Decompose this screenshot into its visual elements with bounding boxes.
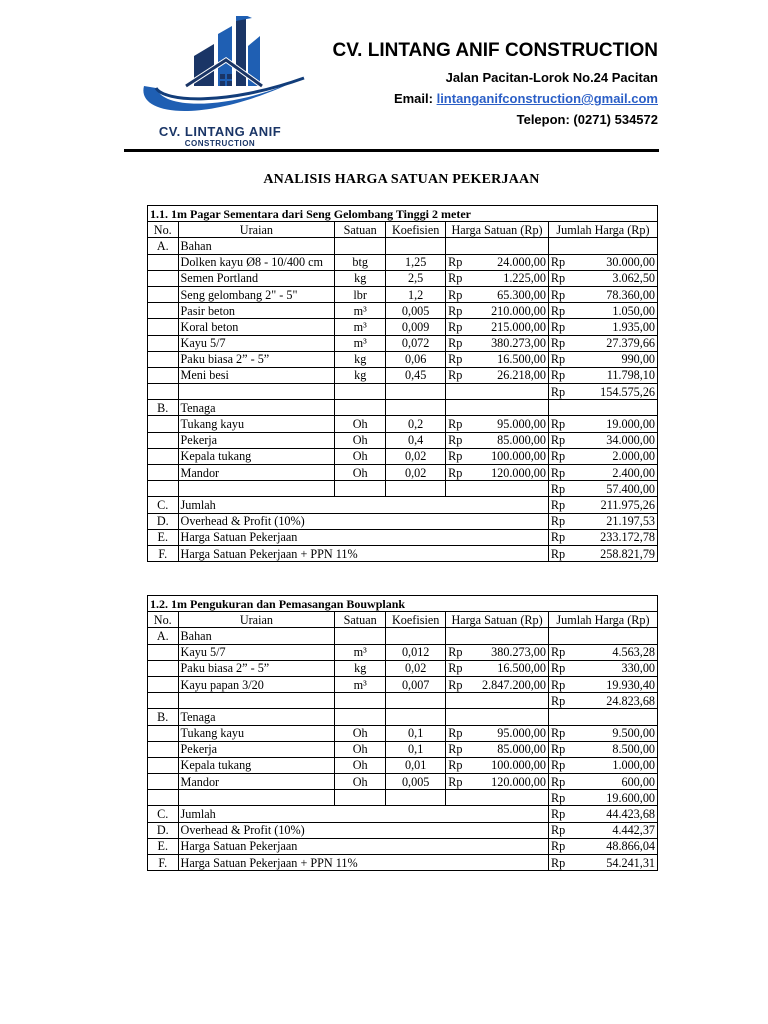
company-email [333, 91, 658, 106]
table-row [148, 335, 658, 351]
summary-label: Harga Satuan Pekerjaan + PPN 11% [178, 545, 548, 561]
currency-label: Rp [548, 448, 574, 464]
currency-label: Rp [548, 822, 574, 838]
item-koefisien: 0,009 [386, 319, 446, 335]
currency-label: Rp [548, 725, 574, 741]
currency-label: Rp [446, 660, 466, 676]
item-jumlah: 11.798,10 [575, 367, 658, 383]
table-row [148, 448, 658, 464]
item-satuan: lbr [335, 286, 386, 302]
item-koefisien: 0,1 [386, 725, 446, 741]
item-uraian: Pasir beton [178, 303, 335, 319]
item-harga: 65.300,00 [466, 286, 548, 302]
table-row [148, 465, 658, 481]
item-satuan: Oh [335, 448, 386, 464]
item-jumlah: 27.379,66 [575, 335, 658, 351]
item-jumlah: 78.360,00 [575, 286, 658, 302]
currency-label: Rp [548, 529, 574, 545]
currency-label: Rp [548, 319, 574, 335]
item-satuan: m³ [335, 644, 386, 660]
logo-text [150, 124, 290, 148]
item-uraian: Paku biasa 2” - 5” [178, 660, 335, 676]
item-satuan: m³ [335, 335, 386, 351]
col-satuan: Satuan [335, 612, 386, 628]
summary-row [148, 545, 658, 561]
item-koefisien: 2,5 [386, 270, 446, 286]
bahan-total: 24.823,68 [575, 693, 658, 709]
summary-value: 258.821,79 [575, 545, 658, 561]
item-uraian: Seng gelombang 2" - 5" [178, 286, 335, 302]
col-uraian: Uraian [178, 222, 335, 238]
item-harga: 2.847.200,00 [466, 676, 548, 692]
item-jumlah: 4.563,28 [575, 644, 658, 660]
currency-label: Rp [548, 335, 574, 351]
item-satuan: kg [335, 367, 386, 383]
item-harga: 120.000,00 [466, 774, 548, 790]
item-jumlah: 34.000,00 [575, 432, 658, 448]
currency-label: Rp [548, 254, 574, 270]
item-koefisien: 0,4 [386, 432, 446, 448]
item-jumlah: 1.000,00 [575, 757, 658, 773]
item-harga: 380.273,00 [466, 335, 548, 351]
table-row [148, 254, 658, 270]
summary-no: F. [148, 855, 179, 871]
subtotal-row: Rp 19.600,00 [148, 790, 658, 806]
table-row [148, 676, 658, 692]
item-uraian: Kepala tukang [178, 448, 335, 464]
item-jumlah: 990,00 [575, 351, 658, 367]
currency-label: Rp [548, 270, 574, 286]
summary-no: C. [148, 806, 179, 822]
item-koefisien: 1,2 [386, 286, 446, 302]
item-satuan: Oh [335, 416, 386, 432]
item-koefisien: 0,012 [386, 644, 446, 660]
currency-label: Rp [548, 644, 574, 660]
currency-label: Rp [446, 335, 466, 351]
item-jumlah: 1.050,00 [575, 303, 658, 319]
company-address: Jalan Pacitan-Lorok No.24 Pacitan [445, 70, 658, 85]
group-label: Tenaga [178, 400, 335, 416]
summary-no: D. [148, 513, 179, 529]
summary-label: Harga Satuan Pekerjaan [178, 838, 548, 854]
item-uraian: Dolken kayu Ø8 - 10/400 cm [178, 254, 335, 270]
item-jumlah: 19.930,40 [575, 676, 658, 692]
item-koefisien: 0,02 [386, 660, 446, 676]
summary-value: 54.241,31 [575, 855, 658, 871]
header-divider [124, 149, 659, 152]
letterhead [333, 40, 658, 133]
currency-label: Rp [446, 416, 466, 432]
item-uraian: Paku biasa 2” - 5” [178, 351, 335, 367]
currency-label: Rp [446, 254, 466, 270]
item-koefisien: 1,25 [386, 254, 446, 270]
currency-label: Rp [548, 416, 574, 432]
tenaga-total: 57.400,00 [575, 481, 658, 497]
currency-label: Rp [446, 774, 466, 790]
summary-row [148, 838, 658, 854]
currency-label: Rp [446, 448, 466, 464]
item-satuan: m³ [335, 319, 386, 335]
item-harga: 16.500,00 [466, 660, 548, 676]
item-koefisien: 0,06 [386, 351, 446, 367]
summary-row [148, 497, 658, 513]
item-satuan: Oh [335, 725, 386, 741]
item-jumlah: 2.000,00 [575, 448, 658, 464]
item-koefisien: 0,072 [386, 335, 446, 351]
company-phone: Telepon: (0271) 534572 [516, 112, 658, 127]
currency-label: Rp [548, 660, 574, 676]
summary-value: 44.423,68 [575, 806, 658, 822]
item-harga: 100.000,00 [466, 448, 548, 464]
table-row [148, 774, 658, 790]
currency-label: Rp [548, 432, 574, 448]
analysis-table-2 [147, 595, 658, 871]
item-harga: 100.000,00 [466, 757, 548, 773]
group-no: B. [148, 709, 179, 725]
summary-value: 21.197,53 [575, 513, 658, 529]
item-jumlah: 600,00 [575, 774, 658, 790]
currency-label: Rp [446, 676, 466, 692]
summary-label: Overhead & Profit (10%) [178, 822, 548, 838]
currency-label: Rp [548, 286, 574, 302]
table-row [148, 303, 658, 319]
item-jumlah: 1.935,00 [575, 319, 658, 335]
summary-label: Harga Satuan Pekerjaan + PPN 11% [178, 855, 548, 871]
summary-label: Harga Satuan Pekerjaan [178, 529, 548, 545]
item-satuan: btg [335, 254, 386, 270]
item-uraian: Meni besi [178, 367, 335, 383]
currency-label: Rp [548, 806, 574, 822]
col-jumlah: Jumlah Harga (Rp) [548, 612, 657, 628]
item-satuan: Oh [335, 774, 386, 790]
group-no: A. [148, 238, 179, 254]
item-uraian: Pekerja [178, 432, 335, 448]
item-satuan: kg [335, 660, 386, 676]
col-koefisien: Koefisien [386, 222, 446, 238]
summary-value: 4.442,37 [575, 822, 658, 838]
item-koefisien: 0,01 [386, 757, 446, 773]
currency-label: Rp [446, 270, 466, 286]
currency-label: Rp [548, 465, 574, 481]
table-row [148, 660, 658, 676]
item-uraian: Kepala tukang [178, 757, 335, 773]
item-harga: 1.225,00 [466, 270, 548, 286]
summary-no: C. [148, 497, 179, 513]
summary-no: E. [148, 529, 179, 545]
summary-value: 48.866,04 [575, 838, 658, 854]
table-row [148, 286, 658, 302]
logo-building-icon [136, 16, 336, 126]
currency-label: Rp [446, 367, 466, 383]
subtotal-row: Rp 24.823,68 [148, 693, 658, 709]
col-koefisien: Koefisien [386, 612, 446, 628]
col-satuan: Satuan [335, 222, 386, 238]
item-koefisien: 0,005 [386, 774, 446, 790]
item-uraian: Tukang kayu [178, 416, 335, 432]
item-harga: 24.000,00 [466, 254, 548, 270]
table-row [148, 416, 658, 432]
summary-no: D. [148, 822, 179, 838]
summary-label: Jumlah [178, 497, 548, 513]
item-satuan: Oh [335, 465, 386, 481]
summary-row [148, 855, 658, 871]
item-harga: 26.218,00 [466, 367, 548, 383]
currency-label: Rp [548, 838, 574, 854]
company-name: CV. LINTANG ANIF CONSTRUCTION [332, 40, 658, 61]
summary-row [148, 822, 658, 838]
document-title: ANALISIS HARGA SATUAN PEKERJAAN [263, 172, 540, 187]
subtotal-row: Rp 57.400,00 [148, 481, 658, 497]
currency-label: Rp [548, 303, 574, 319]
table-row [148, 351, 658, 367]
currency-label: Rp [446, 644, 466, 660]
item-uraian: Kayu 5/7 [178, 644, 335, 660]
item-koefisien: 0,2 [386, 416, 446, 432]
summary-value: 233.172,78 [575, 529, 658, 545]
item-jumlah: 3.062,50 [575, 270, 658, 286]
group-label: Tenaga [178, 709, 335, 725]
item-jumlah: 2.400,00 [575, 465, 658, 481]
group-label: Bahan [178, 238, 335, 254]
group-no: A. [148, 628, 179, 644]
col-harga: Harga Satuan (Rp) [446, 222, 549, 238]
group-no: B. [148, 400, 179, 416]
currency-label: Rp [446, 757, 466, 773]
section-title: 1.1. 1m Pagar Sementara dari Seng Gelombang Tinggi 2 meter [148, 206, 658, 222]
currency-label: Rp [446, 351, 466, 367]
summary-value: 211.975,26 [575, 497, 658, 513]
item-harga: 16.500,00 [466, 351, 548, 367]
col-uraian: Uraian [178, 612, 335, 628]
analysis-table-1 [147, 205, 658, 562]
summary-row [148, 529, 658, 545]
currency-label: Rp [548, 367, 574, 383]
item-jumlah: 8.500,00 [575, 741, 658, 757]
summary-row [148, 806, 658, 822]
item-jumlah: 30.000,00 [575, 254, 658, 270]
item-uraian: Mandor [178, 774, 335, 790]
logo-text-line1: CV. LINTANG ANIF [158, 124, 282, 139]
currency-label: Rp [446, 725, 466, 741]
email-link[interactable]: lintanganifconstruction@gmail.com [436, 91, 658, 106]
currency-label: Rp [446, 303, 466, 319]
item-uraian: Pekerja [178, 741, 335, 757]
summary-no: F. [148, 545, 179, 561]
bahan-total: 154.575,26 [575, 384, 658, 400]
col-no: No. [148, 612, 179, 628]
item-satuan: Oh [335, 432, 386, 448]
table-row [148, 725, 658, 741]
section-title: 1.2. 1m Pengukuran dan Pemasangan Bouwplank [148, 596, 658, 612]
item-uraian: Mandor [178, 465, 335, 481]
item-harga: 120.000,00 [466, 465, 548, 481]
currency-label: Rp [548, 741, 574, 757]
item-uraian: Tukang kayu [178, 725, 335, 741]
currency-label: Rp [446, 286, 466, 302]
item-harga: 85.000,00 [466, 741, 548, 757]
currency-label: Rp [548, 774, 574, 790]
item-harga: 215.000,00 [466, 319, 548, 335]
item-satuan: kg [335, 270, 386, 286]
table-row [148, 270, 658, 286]
logo-text-line2: CONSTRUCTION [184, 139, 256, 148]
table-row [148, 741, 658, 757]
currency-label: Rp [548, 351, 574, 367]
item-satuan: m³ [335, 676, 386, 692]
table-row [148, 757, 658, 773]
item-harga: 380.273,00 [466, 644, 548, 660]
summary-no: E. [148, 838, 179, 854]
item-satuan: m³ [335, 303, 386, 319]
item-koefisien: 0,1 [386, 741, 446, 757]
item-harga: 85.000,00 [466, 432, 548, 448]
item-koefisien: 0,45 [386, 367, 446, 383]
item-uraian: Kayu papan 3/20 [178, 676, 335, 692]
item-koefisien: 0,005 [386, 303, 446, 319]
item-harga: 95.000,00 [466, 725, 548, 741]
item-uraian: Koral beton [178, 319, 335, 335]
item-koefisien: 0,02 [386, 465, 446, 481]
col-no: No. [148, 222, 179, 238]
subtotal-row: Rp 154.575,26 [148, 384, 658, 400]
item-satuan: Oh [335, 741, 386, 757]
item-uraian: Kayu 5/7 [178, 335, 335, 351]
tenaga-total: 19.600,00 [575, 790, 658, 806]
currency-label: Rp [548, 757, 574, 773]
currency-label: Rp [446, 465, 466, 481]
item-jumlah: 9.500,00 [575, 725, 658, 741]
item-jumlah: 19.000,00 [575, 416, 658, 432]
currency-label: Rp [446, 741, 466, 757]
item-uraian: Semen Portland [178, 270, 335, 286]
col-harga: Harga Satuan (Rp) [446, 612, 549, 628]
currency-label: Rp [548, 513, 574, 529]
item-koefisien: 0,02 [386, 448, 446, 464]
currency-label: Rp [548, 545, 574, 561]
item-harga: 95.000,00 [466, 416, 548, 432]
item-jumlah: 330,00 [575, 660, 658, 676]
summary-label: Jumlah [178, 806, 548, 822]
item-satuan: Oh [335, 757, 386, 773]
item-harga: 210.000,00 [466, 303, 548, 319]
summary-label: Overhead & Profit (10%) [178, 513, 548, 529]
table-row [148, 644, 658, 660]
summary-row [148, 513, 658, 529]
currency-label: Rp [446, 319, 466, 335]
item-koefisien: 0,007 [386, 676, 446, 692]
currency-label: Rp [548, 855, 574, 871]
table-row [148, 367, 658, 383]
item-satuan: kg [335, 351, 386, 367]
table-row [148, 432, 658, 448]
col-jumlah: Jumlah Harga (Rp) [548, 222, 657, 238]
table-row [148, 319, 658, 335]
currency-label: Rp [446, 432, 466, 448]
group-label: Bahan [178, 628, 335, 644]
email-label: Email: [393, 91, 437, 106]
currency-label: Rp [548, 676, 574, 692]
currency-label: Rp [548, 497, 574, 513]
